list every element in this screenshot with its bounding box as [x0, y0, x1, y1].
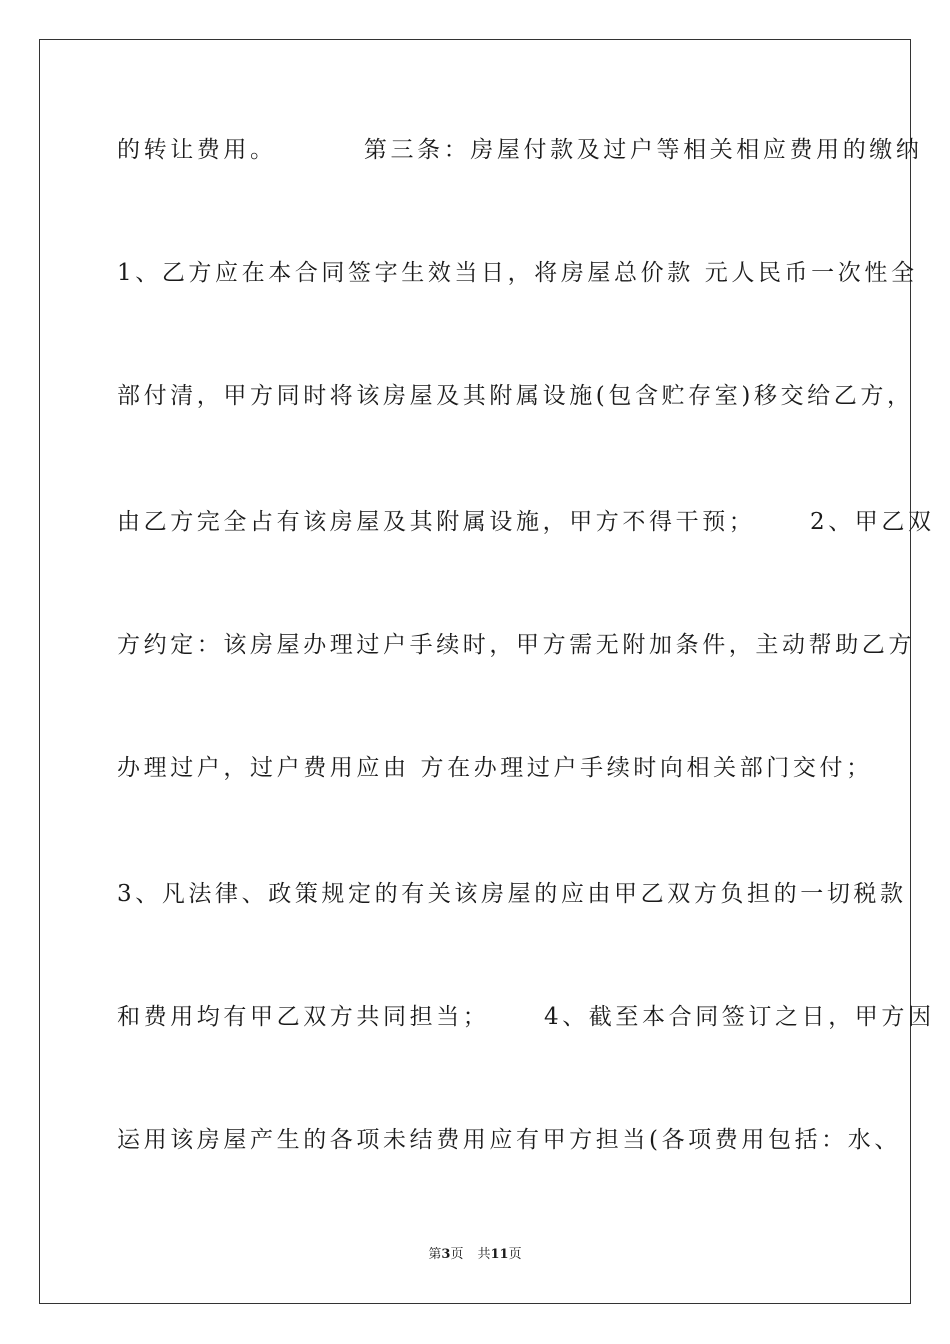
- body-text-line-8: 和费用均有甲乙双方共同担当； 4、截至本合同签订之日，甲方因: [117, 1004, 935, 1030]
- page-label-suffix: 页: [450, 1247, 464, 1262]
- body-text-line-6: 办理过户，过户费用应由 方在办理过户手续时向相关部门交付；: [117, 755, 873, 781]
- body-text-line-3: 部付清，甲方同时将该房屋及其附属设施(包含贮存室)移交给乙方，: [117, 383, 914, 409]
- body-text-line-4: 由乙方完全占有该房屋及其附属设施，甲方不得干预； 2、甲乙双: [117, 509, 935, 535]
- body-text-line-1: 的转让费用。 第三条：房屋付款及过户等相关相应费用的缴纳: [117, 137, 923, 163]
- body-text-line-9: 运用该房屋产生的各项未结费用应有甲方担当(各项费用包括：水、: [117, 1127, 901, 1153]
- total-label-prefix: 共: [477, 1247, 491, 1262]
- page-label-prefix: 第: [428, 1247, 442, 1262]
- page-number: 3: [441, 1247, 451, 1262]
- page-border: [39, 39, 935, 1304]
- body-text-line-5: 方约定：该房屋办理过户手续时，甲方需无附加条件，主动帮助乙方: [117, 632, 915, 658]
- total-label-suffix: 页: [508, 1247, 522, 1262]
- body-text-line-2: 1、乙方应在本合同签字生效当日，将房屋总价款 元人民币一次性全: [117, 260, 918, 286]
- total-pages: 11: [490, 1247, 509, 1262]
- body-text-line-7: 3、凡法律、政策规定的有关该房屋的应由甲乙双方负担的一切税款: [117, 881, 907, 907]
- page-footer: [0, 1246, 950, 1264]
